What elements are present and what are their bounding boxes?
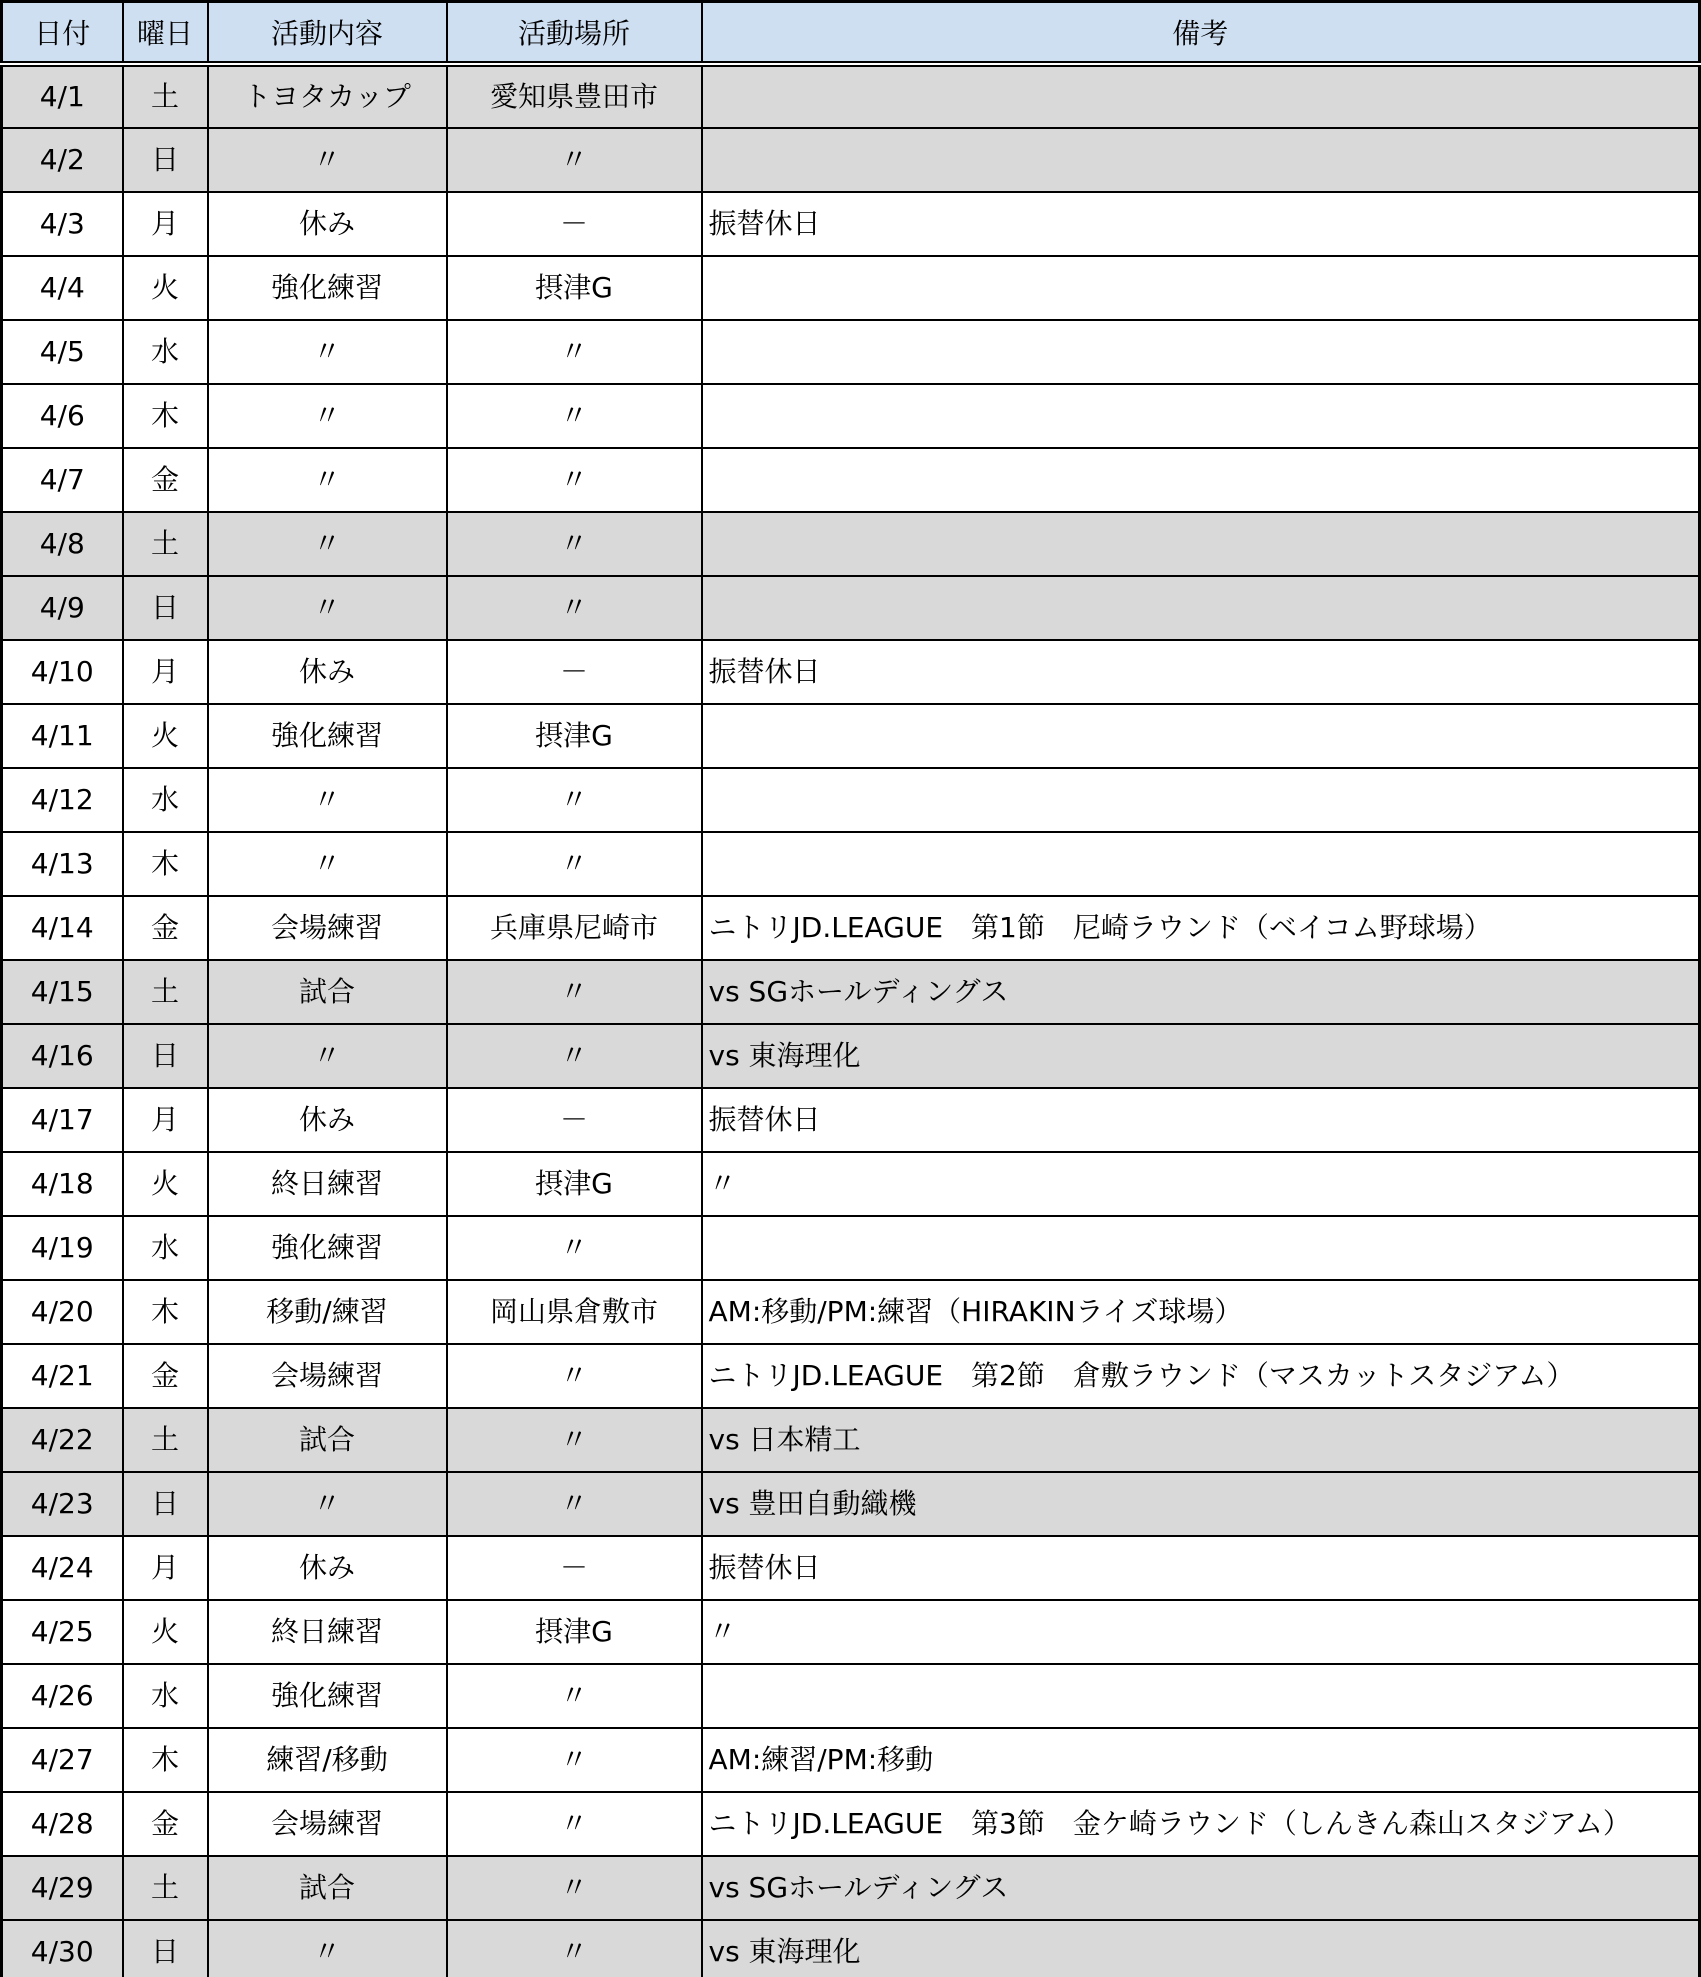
cell-activity: 〃	[208, 768, 447, 832]
cell-place: 〃	[447, 320, 702, 384]
cell-date: 4/26	[2, 1664, 123, 1728]
cell-place: －	[447, 192, 702, 256]
table-row	[2, 64, 1700, 128]
cell-note: AM:移動/PM:練習（HIRAKINライズ球場）	[702, 1280, 1700, 1344]
cell-date: 4/10	[2, 640, 123, 704]
cell-place: 摂津G	[447, 1152, 702, 1216]
cell-date: 4/24	[2, 1536, 123, 1600]
cell-place: 〃	[447, 1472, 702, 1536]
cell-place: 〃	[447, 1728, 702, 1792]
cell-date: 4/12	[2, 768, 123, 832]
cell-activity: 休み	[208, 640, 447, 704]
cell-date: 4/25	[2, 1600, 123, 1664]
cell-date: 4/13	[2, 832, 123, 896]
cell-activity: 休み	[208, 1536, 447, 1600]
table-row	[2, 1088, 1700, 1152]
cell-place: 〃	[447, 384, 702, 448]
cell-place: 〃	[447, 1344, 702, 1408]
cell-date: 4/21	[2, 1344, 123, 1408]
cell-date: 4/18	[2, 1152, 123, 1216]
cell-date: 4/17	[2, 1088, 123, 1152]
table-row	[2, 1600, 1700, 1664]
cell-place: 〃	[447, 1024, 702, 1088]
header-note: 備考	[702, 2, 1700, 65]
cell-date: 4/30	[2, 1920, 123, 1977]
cell-place: 〃	[447, 1792, 702, 1856]
cell-note	[702, 448, 1700, 512]
cell-activity: 強化練習	[208, 256, 447, 320]
table-row	[2, 384, 1700, 448]
cell-day-of-week: 日	[123, 128, 208, 192]
cell-note: vs 東海理化	[702, 1024, 1700, 1088]
table-row	[2, 192, 1700, 256]
cell-activity: 練習/移動	[208, 1728, 447, 1792]
cell-note: vs 東海理化	[702, 1920, 1700, 1977]
cell-place: 愛知県豊田市	[447, 64, 702, 128]
cell-activity: 休み	[208, 1088, 447, 1152]
cell-place: 〃	[447, 576, 702, 640]
cell-place: 兵庫県尼崎市	[447, 896, 702, 960]
cell-day-of-week: 日	[123, 1472, 208, 1536]
cell-note: ニトリJD.LEAGUE 第1節 尼崎ラウンド（ベイコム野球場）	[702, 896, 1700, 960]
cell-date: 4/5	[2, 320, 123, 384]
table-row	[2, 960, 1700, 1024]
cell-day-of-week: 土	[123, 1408, 208, 1472]
cell-note: ニトリJD.LEAGUE 第3節 金ケ崎ラウンド（しんきん森山スタジアム）	[702, 1792, 1700, 1856]
table-row	[2, 768, 1700, 832]
cell-activity: 〃	[208, 512, 447, 576]
cell-day-of-week: 木	[123, 1280, 208, 1344]
cell-date: 4/11	[2, 704, 123, 768]
cell-note: vs 豊田自動織機	[702, 1472, 1700, 1536]
table-header	[2, 2, 1700, 65]
cell-activity: 強化練習	[208, 704, 447, 768]
cell-note	[702, 512, 1700, 576]
cell-place: 〃	[447, 768, 702, 832]
table-row	[2, 1920, 1700, 1977]
cell-day-of-week: 火	[123, 1600, 208, 1664]
cell-activity: 〃	[208, 320, 447, 384]
table-row	[2, 1792, 1700, 1856]
cell-note	[702, 576, 1700, 640]
cell-day-of-week: 月	[123, 640, 208, 704]
header-row	[2, 2, 1700, 65]
cell-activity: 休み	[208, 192, 447, 256]
cell-place: 摂津G	[447, 1600, 702, 1664]
cell-place: 〃	[447, 832, 702, 896]
cell-date: 4/23	[2, 1472, 123, 1536]
cell-day-of-week: 土	[123, 1856, 208, 1920]
cell-place: 摂津G	[447, 256, 702, 320]
cell-place: 〃	[447, 448, 702, 512]
cell-activity: 〃	[208, 1472, 447, 1536]
cell-note	[702, 256, 1700, 320]
cell-place: 〃	[447, 1920, 702, 1977]
header-day-of-week: 曜日	[123, 2, 208, 65]
cell-note: AM:練習/PM:移動	[702, 1728, 1700, 1792]
table-row	[2, 1728, 1700, 1792]
cell-day-of-week: 火	[123, 256, 208, 320]
cell-day-of-week: 火	[123, 1152, 208, 1216]
table-row	[2, 1344, 1700, 1408]
cell-activity: 〃	[208, 1024, 447, 1088]
table-row	[2, 1152, 1700, 1216]
cell-activity: 会場練習	[208, 1792, 447, 1856]
cell-note: 振替休日	[702, 192, 1700, 256]
cell-date: 4/1	[2, 64, 123, 128]
table-row	[2, 640, 1700, 704]
table-row	[2, 448, 1700, 512]
cell-date: 4/16	[2, 1024, 123, 1088]
cell-activity: 〃	[208, 448, 447, 512]
cell-date: 4/28	[2, 1792, 123, 1856]
cell-activity: 〃	[208, 384, 447, 448]
cell-activity: 会場練習	[208, 1344, 447, 1408]
table-row	[2, 320, 1700, 384]
cell-activity: 強化練習	[208, 1216, 447, 1280]
cell-activity: 終日練習	[208, 1152, 447, 1216]
cell-note	[702, 320, 1700, 384]
table-row	[2, 832, 1700, 896]
table-row	[2, 1472, 1700, 1536]
cell-date: 4/6	[2, 384, 123, 448]
cell-note: 〃	[702, 1152, 1700, 1216]
table-row	[2, 896, 1700, 960]
cell-note	[702, 64, 1700, 128]
cell-place: 〃	[447, 512, 702, 576]
table-row	[2, 1024, 1700, 1088]
cell-note: ニトリJD.LEAGUE 第2節 倉敷ラウンド（マスカットスタジアム）	[702, 1344, 1700, 1408]
table-row	[2, 1536, 1700, 1600]
cell-place: －	[447, 1088, 702, 1152]
cell-date: 4/9	[2, 576, 123, 640]
cell-date: 4/29	[2, 1856, 123, 1920]
cell-place: 摂津G	[447, 704, 702, 768]
table-row	[2, 256, 1700, 320]
cell-note	[702, 704, 1700, 768]
table-row	[2, 704, 1700, 768]
table-row	[2, 1408, 1700, 1472]
header-activity: 活動内容	[208, 2, 447, 65]
cell-note	[702, 384, 1700, 448]
table-row	[2, 128, 1700, 192]
cell-date: 4/8	[2, 512, 123, 576]
header-place: 活動場所	[447, 2, 702, 65]
cell-note	[702, 1216, 1700, 1280]
cell-day-of-week: 月	[123, 192, 208, 256]
cell-day-of-week: 日	[123, 576, 208, 640]
cell-activity: 会場練習	[208, 896, 447, 960]
cell-activity: トヨタカップ	[208, 64, 447, 128]
cell-note: vs SGホールディングス	[702, 960, 1700, 1024]
cell-place: 〃	[447, 960, 702, 1024]
cell-day-of-week: 水	[123, 320, 208, 384]
cell-note	[702, 1664, 1700, 1728]
cell-day-of-week: 水	[123, 768, 208, 832]
cell-note: 〃	[702, 1600, 1700, 1664]
cell-day-of-week: 月	[123, 1088, 208, 1152]
table-body	[2, 64, 1700, 1977]
cell-activity: 〃	[208, 1920, 447, 1977]
cell-place: 〃	[447, 1408, 702, 1472]
cell-day-of-week: 土	[123, 64, 208, 128]
cell-day-of-week: 水	[123, 1664, 208, 1728]
cell-note: 振替休日	[702, 1088, 1700, 1152]
cell-note: vs SGホールディングス	[702, 1856, 1700, 1920]
cell-day-of-week: 木	[123, 832, 208, 896]
cell-day-of-week: 金	[123, 1792, 208, 1856]
cell-place: 岡山県倉敷市	[447, 1280, 702, 1344]
cell-day-of-week: 金	[123, 448, 208, 512]
cell-date: 4/7	[2, 448, 123, 512]
header-date: 日付	[2, 2, 123, 65]
cell-day-of-week: 水	[123, 1216, 208, 1280]
cell-activity: 試合	[208, 1856, 447, 1920]
cell-note	[702, 832, 1700, 896]
cell-date: 4/2	[2, 128, 123, 192]
cell-day-of-week: 木	[123, 1728, 208, 1792]
table-row	[2, 576, 1700, 640]
table-row	[2, 1664, 1700, 1728]
cell-date: 4/15	[2, 960, 123, 1024]
table-row	[2, 1856, 1700, 1920]
cell-place: 〃	[447, 1664, 702, 1728]
cell-day-of-week: 土	[123, 960, 208, 1024]
cell-place: －	[447, 1536, 702, 1600]
cell-day-of-week: 土	[123, 512, 208, 576]
cell-note: 振替休日	[702, 1536, 1700, 1600]
cell-day-of-week: 日	[123, 1920, 208, 1977]
cell-date: 4/4	[2, 256, 123, 320]
cell-day-of-week: 木	[123, 384, 208, 448]
cell-activity: 試合	[208, 960, 447, 1024]
cell-activity: 試合	[208, 1408, 447, 1472]
cell-activity: 終日練習	[208, 1600, 447, 1664]
cell-place: 〃	[447, 1856, 702, 1920]
table-row	[2, 1280, 1700, 1344]
cell-date: 4/3	[2, 192, 123, 256]
table-row	[2, 1216, 1700, 1280]
cell-activity: 〃	[208, 128, 447, 192]
cell-place: 〃	[447, 128, 702, 192]
cell-date: 4/19	[2, 1216, 123, 1280]
cell-day-of-week: 月	[123, 1536, 208, 1600]
cell-day-of-week: 金	[123, 1344, 208, 1408]
cell-place: 〃	[447, 1216, 702, 1280]
cell-date: 4/20	[2, 1280, 123, 1344]
cell-note: 振替休日	[702, 640, 1700, 704]
cell-day-of-week: 火	[123, 704, 208, 768]
cell-activity: 〃	[208, 832, 447, 896]
cell-place: －	[447, 640, 702, 704]
cell-day-of-week: 金	[123, 896, 208, 960]
cell-activity: 強化練習	[208, 1664, 447, 1728]
cell-note	[702, 128, 1700, 192]
cell-date: 4/14	[2, 896, 123, 960]
table-row	[2, 512, 1700, 576]
cell-date: 4/22	[2, 1408, 123, 1472]
cell-note: vs 日本精工	[702, 1408, 1700, 1472]
cell-date: 4/27	[2, 1728, 123, 1792]
cell-note	[702, 768, 1700, 832]
cell-activity: 移動/練習	[208, 1280, 447, 1344]
cell-day-of-week: 日	[123, 1024, 208, 1088]
cell-activity: 〃	[208, 576, 447, 640]
